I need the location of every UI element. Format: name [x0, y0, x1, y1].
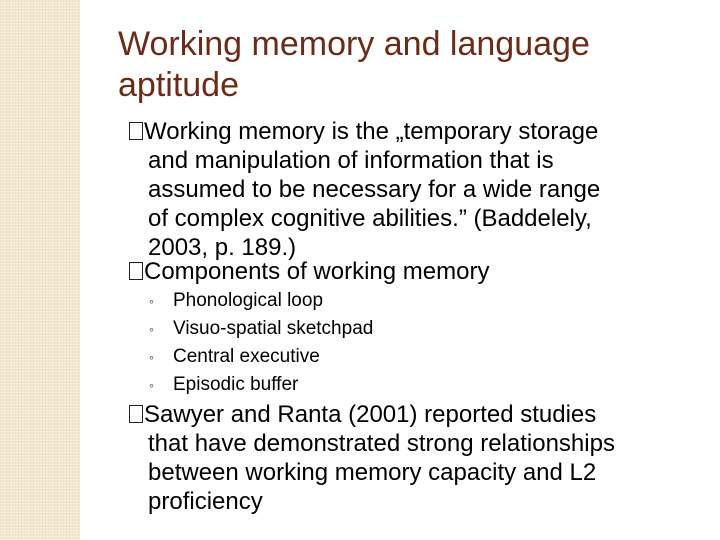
hollow-bullet-icon: ◦ [149, 349, 154, 365]
bullet-3-line-2: that have demonstrated strong relationships [148, 430, 615, 457]
hollow-bullet-icon: ◦ [149, 321, 154, 337]
sub-item-episodic-buffer: Episodic buffer [173, 374, 299, 395]
sub-list-item [149, 343, 649, 371]
slide-title-line-1: Working memory and language [118, 25, 590, 63]
bullet-1-line-2: and manipulation of information that is [148, 147, 554, 174]
slide-title [118, 24, 698, 106]
components-sub-list [149, 287, 649, 399]
sub-list-item [149, 287, 649, 315]
bullet-3-line-3: between working memory capacity and L2 [148, 459, 597, 486]
bullet-glyph-icon [129, 262, 143, 280]
bullet-components [129, 257, 719, 286]
sub-item-phonological-loop: Phonological loop [173, 290, 324, 311]
bullet-1-line-3: assumed to be necessary for a wide range [148, 176, 601, 203]
slide-title-line-2: aptitude [118, 66, 239, 104]
sub-list-item [149, 371, 649, 399]
side-band-divider [80, 0, 82, 540]
bullet-3-line-4: proficiency [148, 488, 263, 515]
bullet-2-line-1: Components of working memory [144, 258, 490, 285]
bullet-working-memory-definition [129, 117, 719, 262]
bullet-sawyer-ranta [129, 400, 719, 516]
bullet-glyph-icon [129, 405, 143, 423]
sub-item-central-executive: Central executive [173, 346, 320, 367]
bullet-1-line-4: of complex cognitive abilities.” (Baddelely, [148, 205, 592, 232]
bullet-glyph-icon [129, 122, 143, 140]
bullet-3-line-1: Sawyer and Ranta (2001) reported studies [144, 401, 597, 428]
sub-list-item [149, 315, 649, 343]
hollow-bullet-icon: ◦ [149, 293, 154, 309]
hollow-bullet-icon: ◦ [149, 377, 154, 393]
bullet-1-line-1: Working memory is the „temporary storage [144, 118, 599, 145]
sub-item-visuo-spatial-sketchpad: Visuo-spatial sketchpad [173, 318, 374, 339]
decorative-side-band [0, 0, 80, 540]
bullet-1-line-5: 2003, p. 189.) [148, 234, 297, 261]
